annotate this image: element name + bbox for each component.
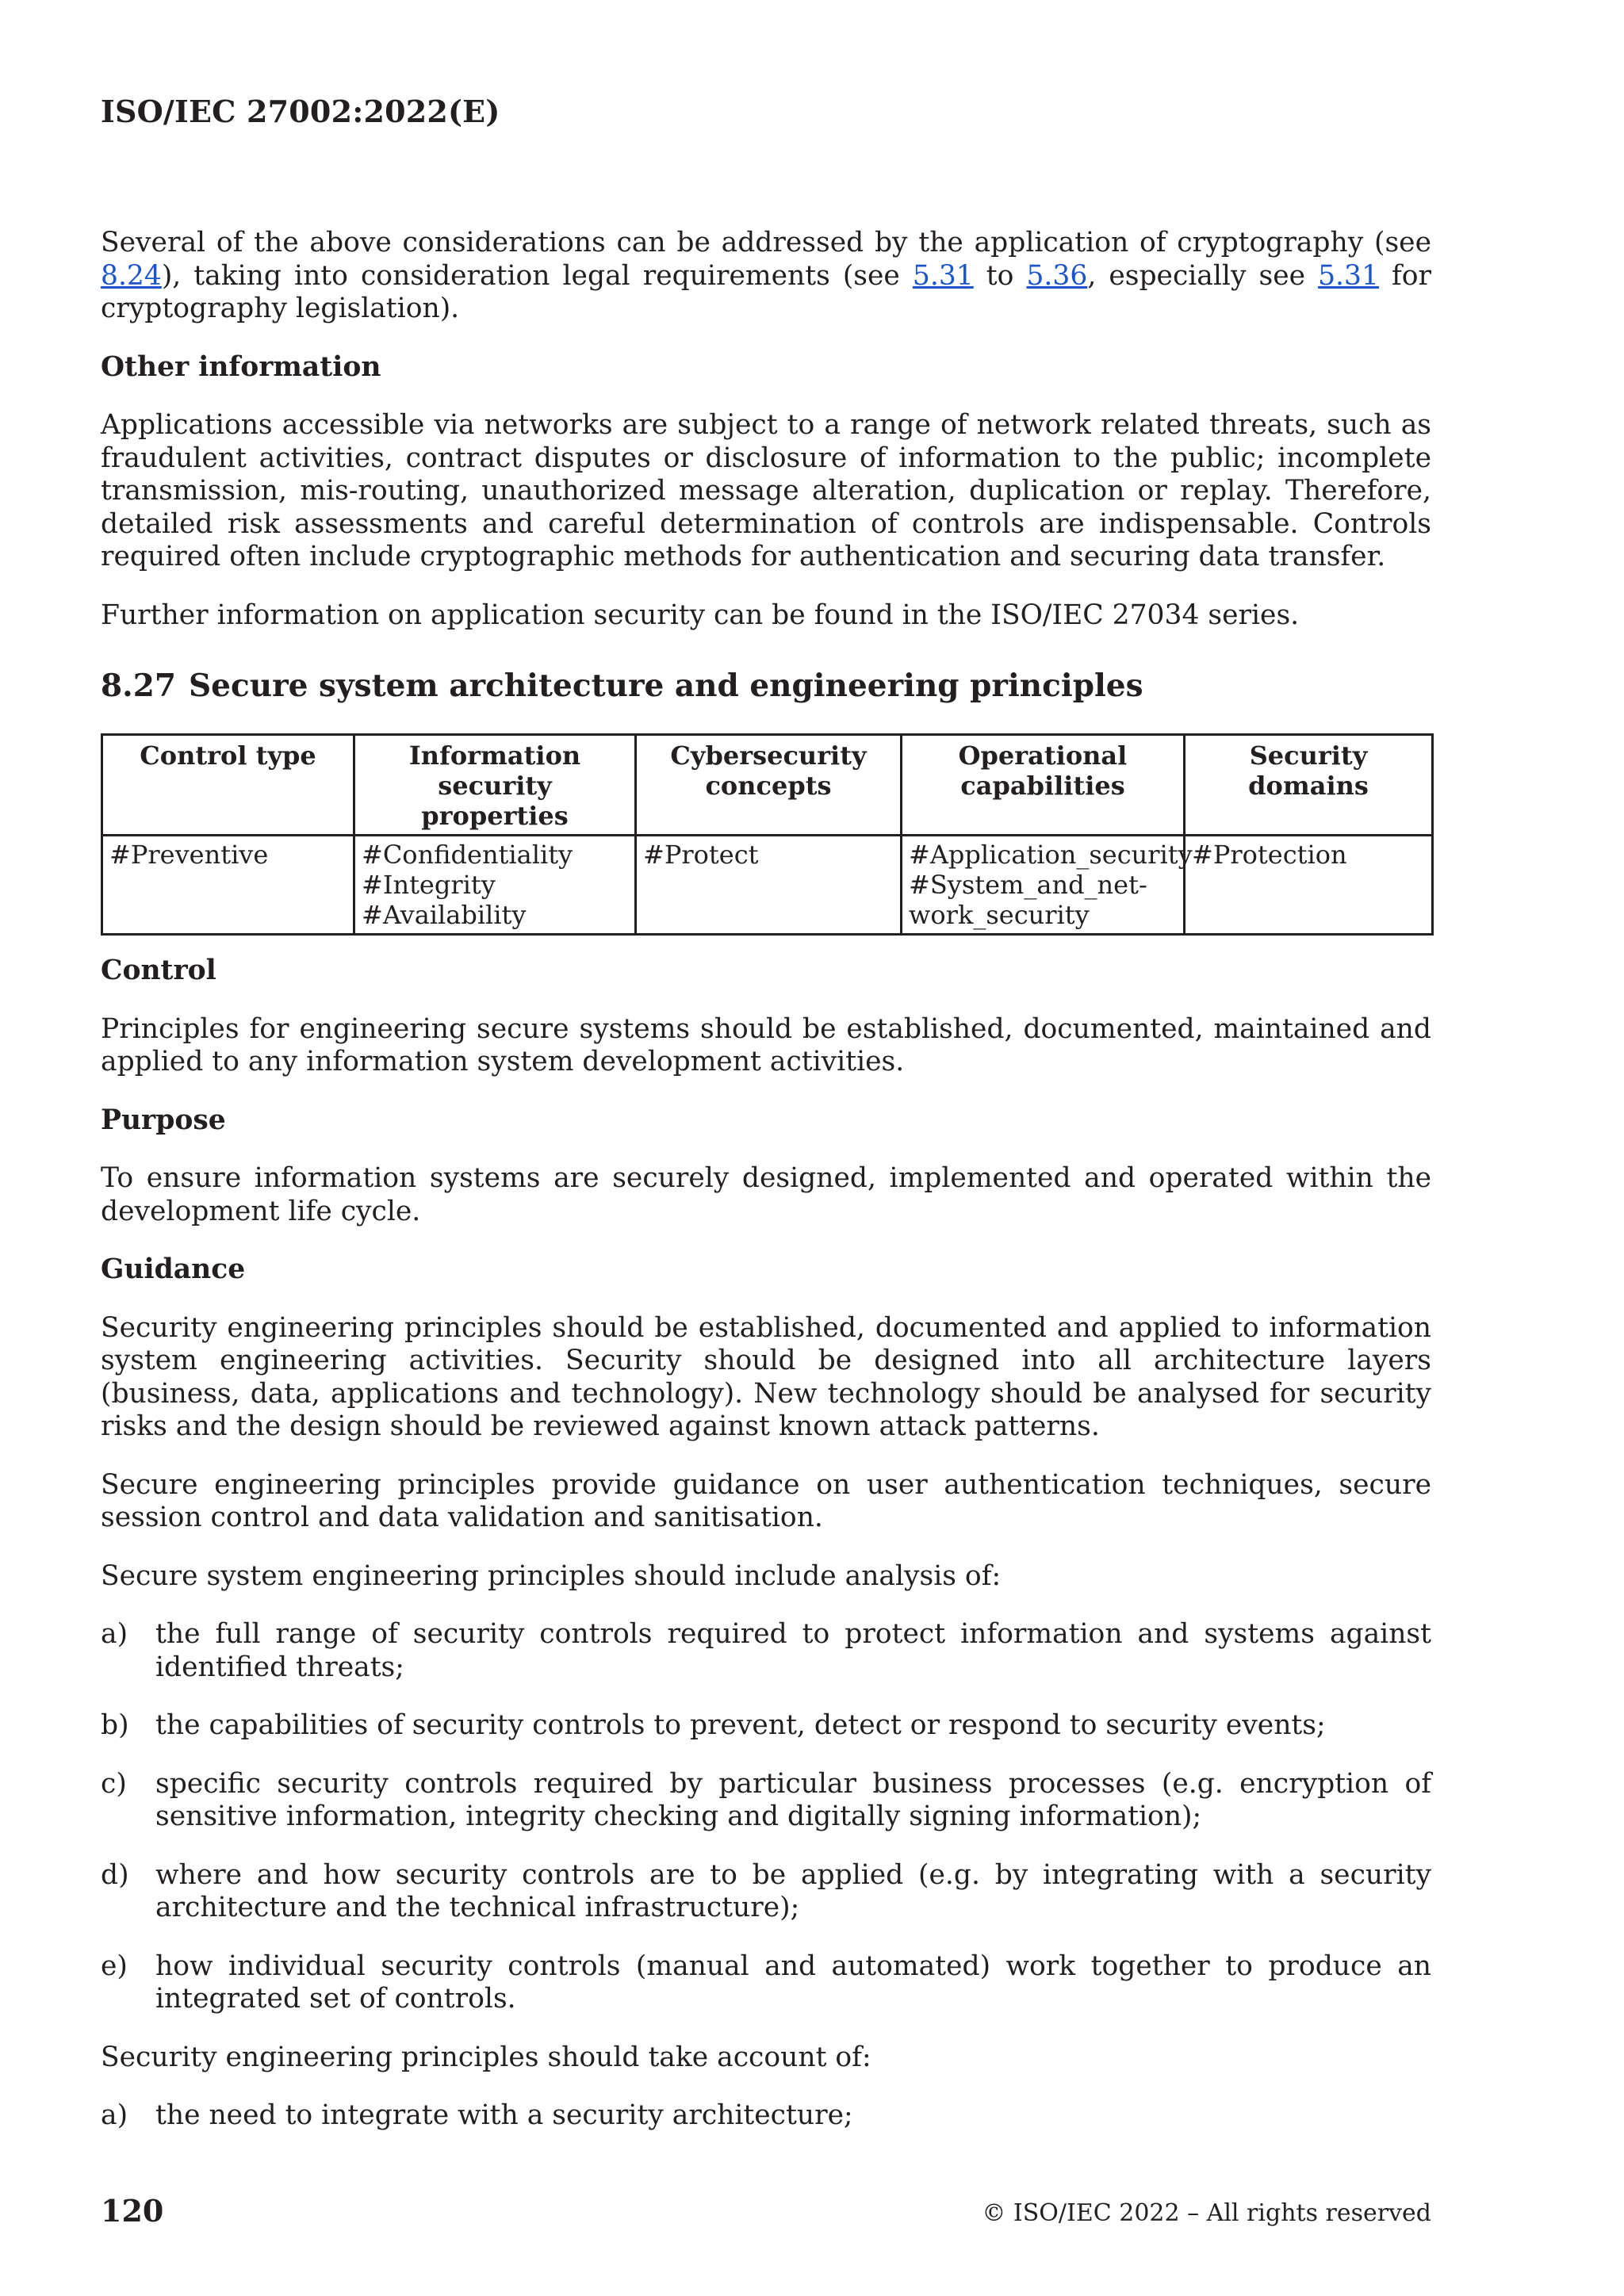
guidance-paragraph: Security engineering principles should be established, documented and applied to information system engineering activities. Security should be designed into all architecture layers (business, data, applications and technology). New technology should be analysed for security risks and the design should be reviewed against known attack patterns. xyxy=(101,1311,1431,1442)
list-item xyxy=(101,1618,1431,1684)
guidance-paragraph: Secure system engineering principles should include analysis of: xyxy=(101,1559,1002,1592)
table-header-row xyxy=(102,735,1433,836)
list-item-label: b) xyxy=(101,1709,129,1741)
properties-cell xyxy=(354,836,636,935)
table-cell-value: #Application_security xyxy=(909,840,1193,870)
table-header-cell: Security domains xyxy=(1185,735,1433,836)
account-list xyxy=(101,2099,1431,2133)
table-cell-value: #Preventive xyxy=(109,840,269,870)
table-cell-value: #Protect xyxy=(643,840,759,870)
section-heading xyxy=(101,667,1431,705)
table-header-cell: Operational capabilities xyxy=(902,735,1185,836)
link-5-31[interactable]: 5.31 xyxy=(912,259,974,292)
guidance-heading: Guidance xyxy=(101,1253,246,1285)
link-5-31-legislation[interactable]: 5.31 xyxy=(1318,259,1379,292)
list-item-label: c) xyxy=(101,1767,127,1800)
further-information-paragraph: Further information on application security can be found in the ISO/IEC 27034 series. xyxy=(101,599,1300,631)
intro-text: to xyxy=(973,259,1027,292)
table-cell-value: #Availability xyxy=(362,900,527,930)
purpose-paragraph: To ensure information systems are securely designed, implemented and operated within the development life cycle. xyxy=(101,1162,1431,1227)
table-header-cell: Cybersecurity concepts xyxy=(636,735,902,836)
intro-text: Several of the above considerations can be addressed by the application of cryptography (see xyxy=(101,227,1431,258)
link-5-36[interactable]: 5.36 xyxy=(1026,259,1088,292)
table-cell-value: work_security xyxy=(909,900,1090,930)
control-type-cell xyxy=(102,836,354,935)
table-cell-value: #System_and_net- xyxy=(909,870,1147,900)
other-information-paragraph: Applications accessible via networks are subject to a range of network related threats, such as fraudulent activities, contract disputes or disclosure of information to the public; incomplete transmission, mis-routing, unauthorized message alteration, duplication or replay. Therefore, detailed risk assessments and careful determination of controls are indispensable. Controls required often include cryptographic methods for authentication and securing data transfer. xyxy=(101,409,1431,572)
domains-cell xyxy=(1185,836,1433,935)
guidance-paragraph: Security engineering principles should take account of: xyxy=(101,2041,871,2073)
list-item-text: the capabilities of security controls to prevent, detect or respond to security events; xyxy=(155,1709,1326,1741)
list-item-text: the need to integrate with a security architecture; xyxy=(155,2099,853,2131)
list-item-label: e) xyxy=(101,1950,128,1982)
guidance-paragraph: Secure engineering principles provide guidance on user authentication techniques, secure session control and data validation and sanitisation. xyxy=(101,1468,1431,1533)
list-item-text: the full range of security controls required to protect information and systems against identified threats; xyxy=(155,1618,1431,1683)
section-title: Secure system architecture and engineering principles xyxy=(189,668,1143,704)
page-number: 120 xyxy=(101,2193,164,2229)
intro-text: for cryptography legislation). xyxy=(101,259,1432,324)
list-item xyxy=(101,1859,1431,1925)
table-header-cell: Control type xyxy=(102,735,354,836)
intro-text: , especially see xyxy=(1087,259,1319,292)
section-number: 8.27 xyxy=(101,668,176,704)
copyright-notice: © ISO/IEC 2022 – All rights reserved xyxy=(982,2199,1431,2227)
table-cell-value: #Integrity xyxy=(362,870,496,900)
list-item-text: where and how security controls are to be applied (e.g. by integrating with a security architecture and the technical infrastructure); xyxy=(155,1858,1431,1923)
list-item xyxy=(101,1709,1431,1743)
purpose-heading: Purpose xyxy=(101,1104,226,1136)
link-8-24[interactable]: 8.24 xyxy=(101,259,162,292)
analysis-list xyxy=(101,1618,1431,2016)
page-content xyxy=(101,227,1431,2158)
list-item xyxy=(101,2099,1431,2133)
list-item xyxy=(101,1768,1431,1834)
list-item-text: specific security controls required by particular business processes (e.g. encryption of sensitive information, integrity checking and digitally signing information); xyxy=(155,1767,1431,1832)
list-item-label: a) xyxy=(101,2099,128,2131)
list-item xyxy=(101,1950,1431,2016)
table-header-cell: Information security properties xyxy=(354,735,636,836)
list-item-label: d) xyxy=(101,1858,129,1891)
control-paragraph: Principles for engineering secure systems should be established, documented, maintained and applied to any information system development activities. xyxy=(101,1012,1431,1077)
table-cell-value: #Protection xyxy=(1192,840,1347,870)
capabilities-cell xyxy=(902,836,1193,935)
intro-paragraph xyxy=(101,227,1431,326)
attributes-table xyxy=(101,733,1434,936)
list-item-label: a) xyxy=(101,1618,128,1650)
control-heading: Control xyxy=(101,955,216,986)
document-header: ISO/IEC 27002:2022(E) xyxy=(101,94,500,129)
other-information-heading: Other information xyxy=(101,350,381,383)
table-row xyxy=(102,836,1433,935)
table-cell-value: #Confidentiality xyxy=(362,840,573,870)
list-item-text: how individual security controls (manual and automated) work together to produce an integrated set of controls. xyxy=(155,1950,1431,2015)
concepts-cell xyxy=(636,836,902,935)
intro-text: ), taking into consideration legal requirements (see xyxy=(161,259,913,292)
